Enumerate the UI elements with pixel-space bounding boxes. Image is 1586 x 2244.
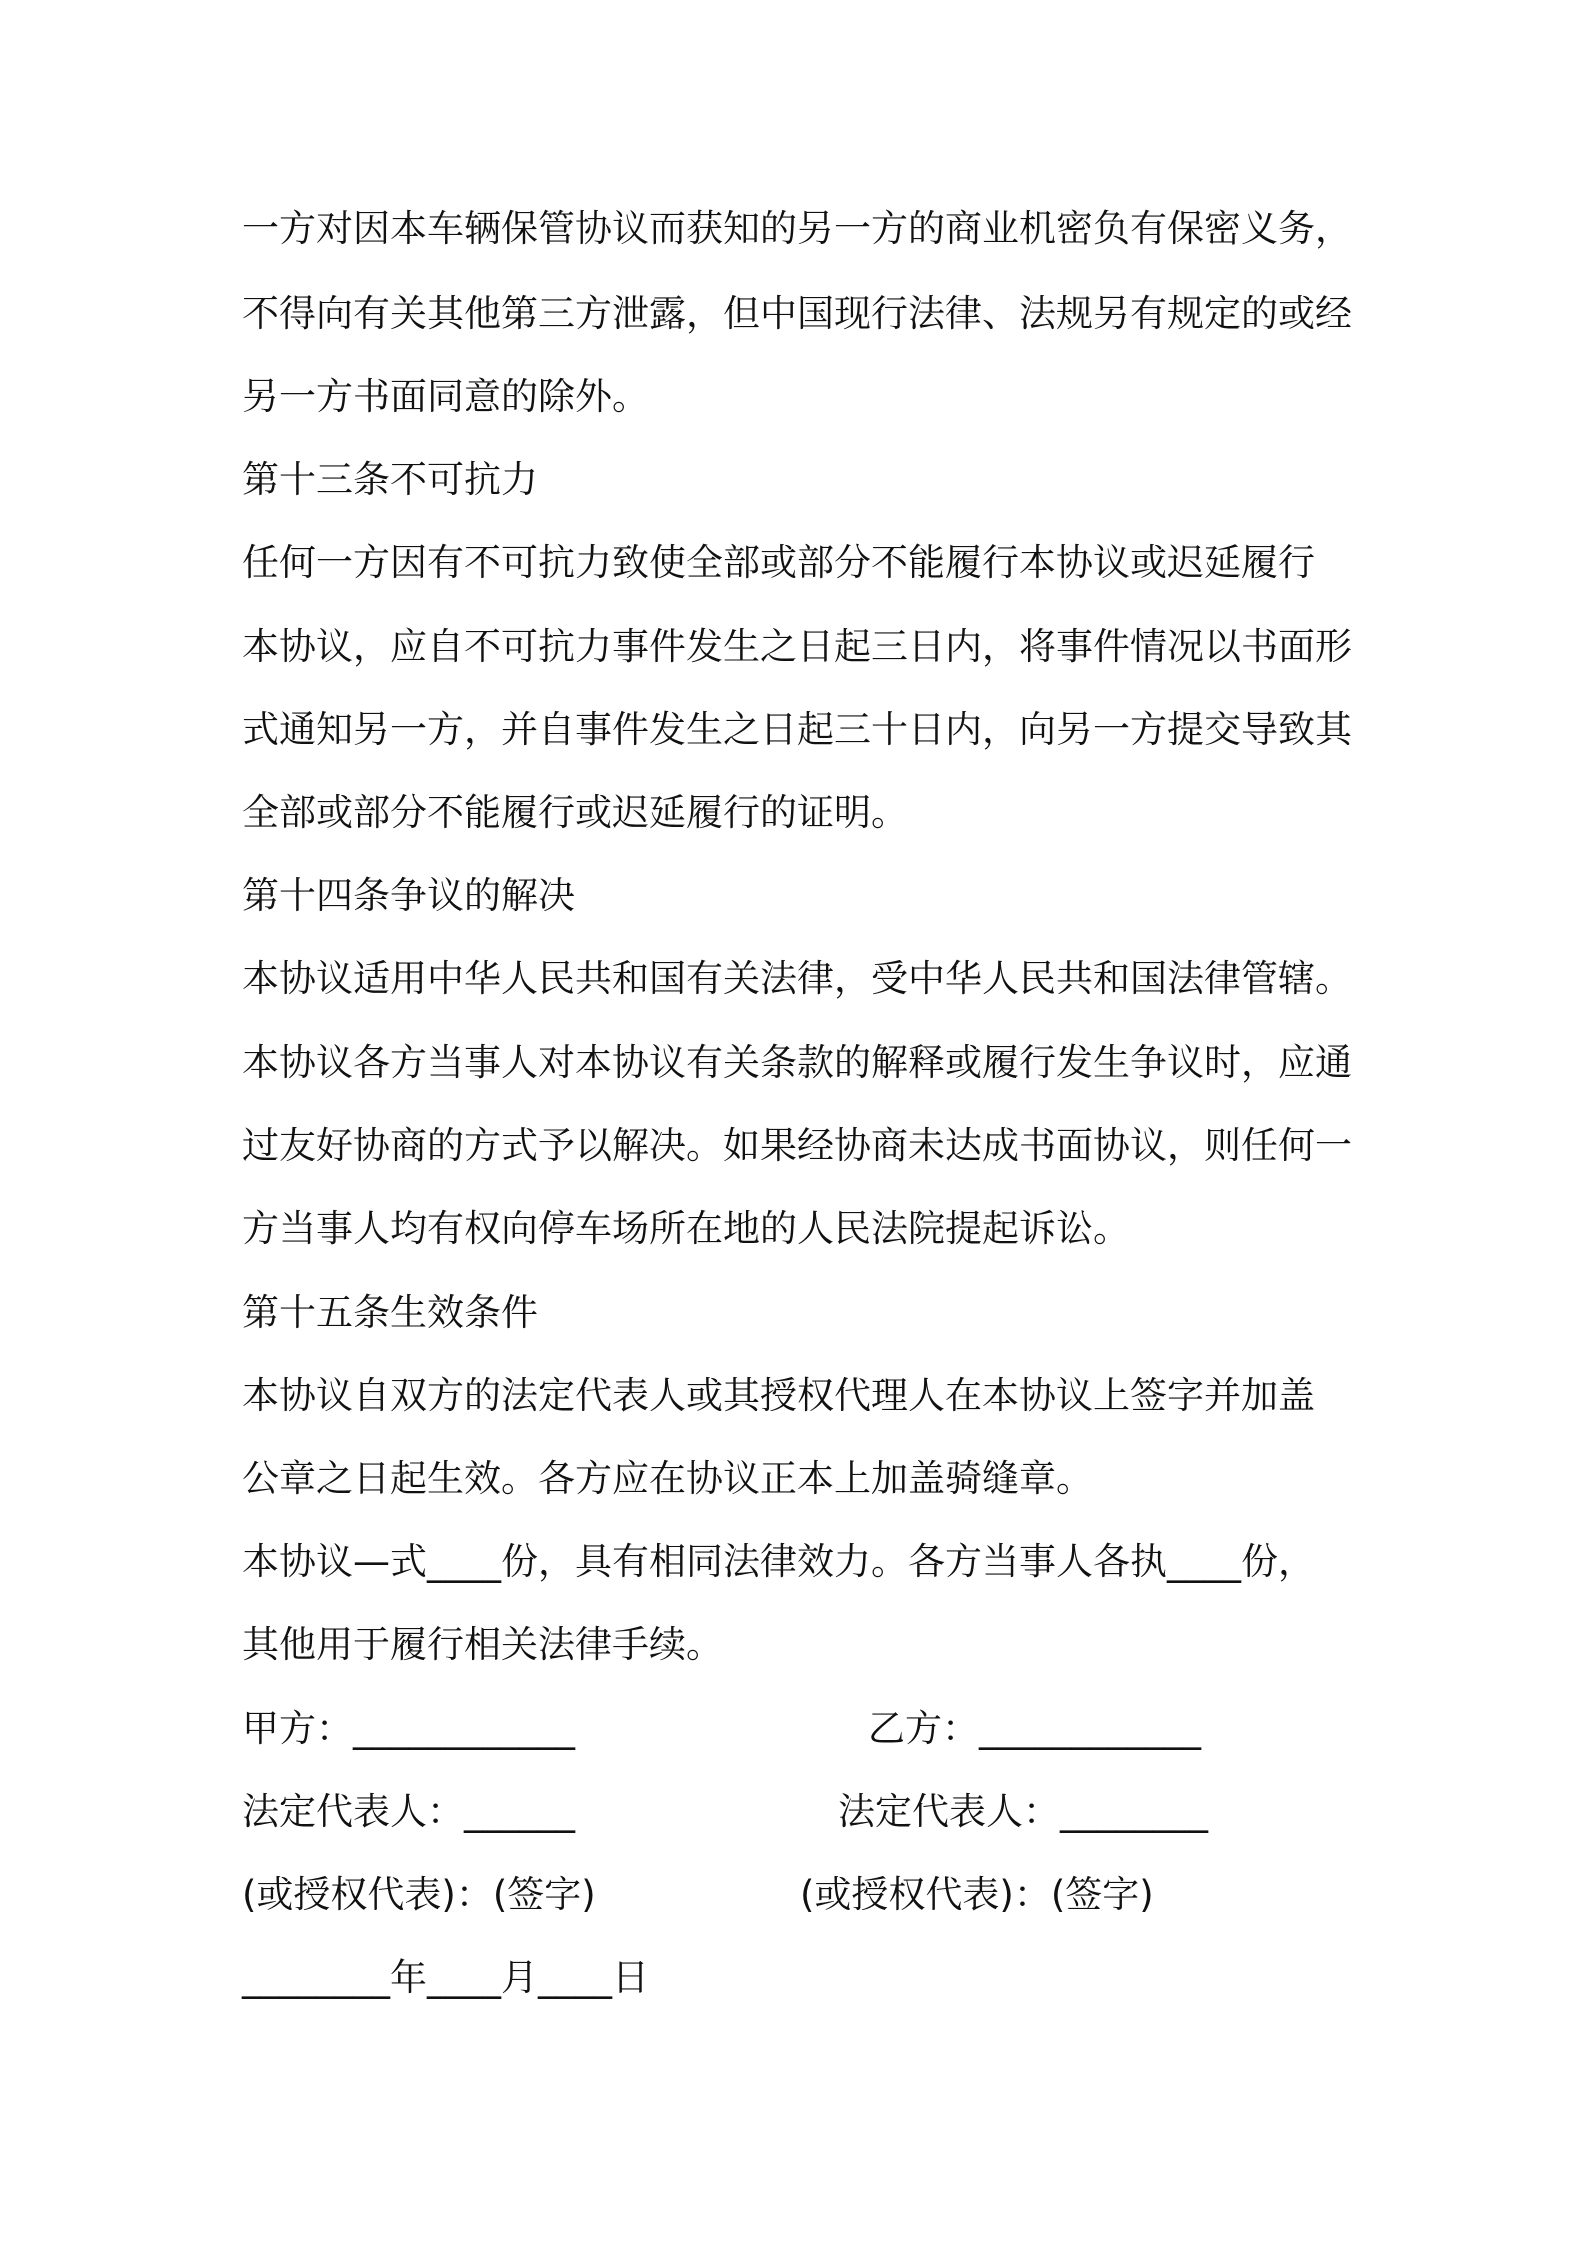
party-a-representative: 法定代表人：______ <box>242 1790 575 1833</box>
section15-line-4: 其他用于履行相关法律手续。 <box>242 1623 723 1666</box>
section15-line-2: 公章之日起生效。各方应在协议正本上加盖骑缝章。 <box>242 1457 1093 1500</box>
section15-line-3: 本协议—式____份，具有相同法律效力。各方当事人各执____份， <box>242 1540 1315 1583</box>
section14-line-2: 本协议各方当事人对本协议有关条款的解释或履行发生争议时，应通 <box>242 1041 1352 1084</box>
section13-line-2: 本协议，应自不可抗力事件发生之日起三日内，将事件情况以书面形 <box>242 625 1352 668</box>
party-a-signature: 甲方：____________ <box>242 1707 575 1750</box>
section12-line-3: 另一方书面同意的除外。 <box>242 375 649 418</box>
section12-line-2: 不得向有关其他第三方泄露，但中国现行法律、法规另有规定的或经 <box>242 292 1352 335</box>
section13-line-3: 式通知另一方，并自事件发生之日起三十日内，向另一方提交导致其 <box>242 708 1352 751</box>
section15-line-1: 本协议自双方的法定代表人或其授权代理人在本协议上签字并加盖 <box>242 1374 1315 1417</box>
section12-line-1: 一方对因本车辆保管协议而获知的另一方的商业机密负有保密义务， <box>242 207 1352 250</box>
section14-line-3: 过友好协商的方式予以解决。如果经协商未达成书面协议，则任何一 <box>242 1124 1352 1167</box>
section13-heading: 第十三条不可抗力 <box>242 458 538 501</box>
party-a-authorized: (或授权代表)：(签字) <box>242 1873 596 1916</box>
party-b-signature: 乙方：____________ <box>868 1707 1201 1750</box>
section14-heading: 第十四条争议的解决 <box>242 874 575 917</box>
party-b-representative: 法定代表人：________ <box>838 1790 1208 1833</box>
section13-line-1: 任何一方因有不可抗力致使全部或部分不能履行本协议或迟延履行 <box>242 541 1315 584</box>
party-b-authorized: (或授权代表)：(签字) <box>800 1873 1154 1916</box>
section15-heading: 第十五条生效条件 <box>242 1291 538 1334</box>
section14-line-1: 本协议适用中华人民共和国有关法律，受中华人民共和国法律管辖。 <box>242 957 1352 1000</box>
section13-line-4: 全部或部分不能履行或迟延履行的证明。 <box>242 791 908 834</box>
signature-date: ________年____月____日 <box>242 1956 649 1999</box>
section14-line-4: 方当事人均有权向停车场所在地的人民法院提起诉讼。 <box>242 1207 1130 1250</box>
